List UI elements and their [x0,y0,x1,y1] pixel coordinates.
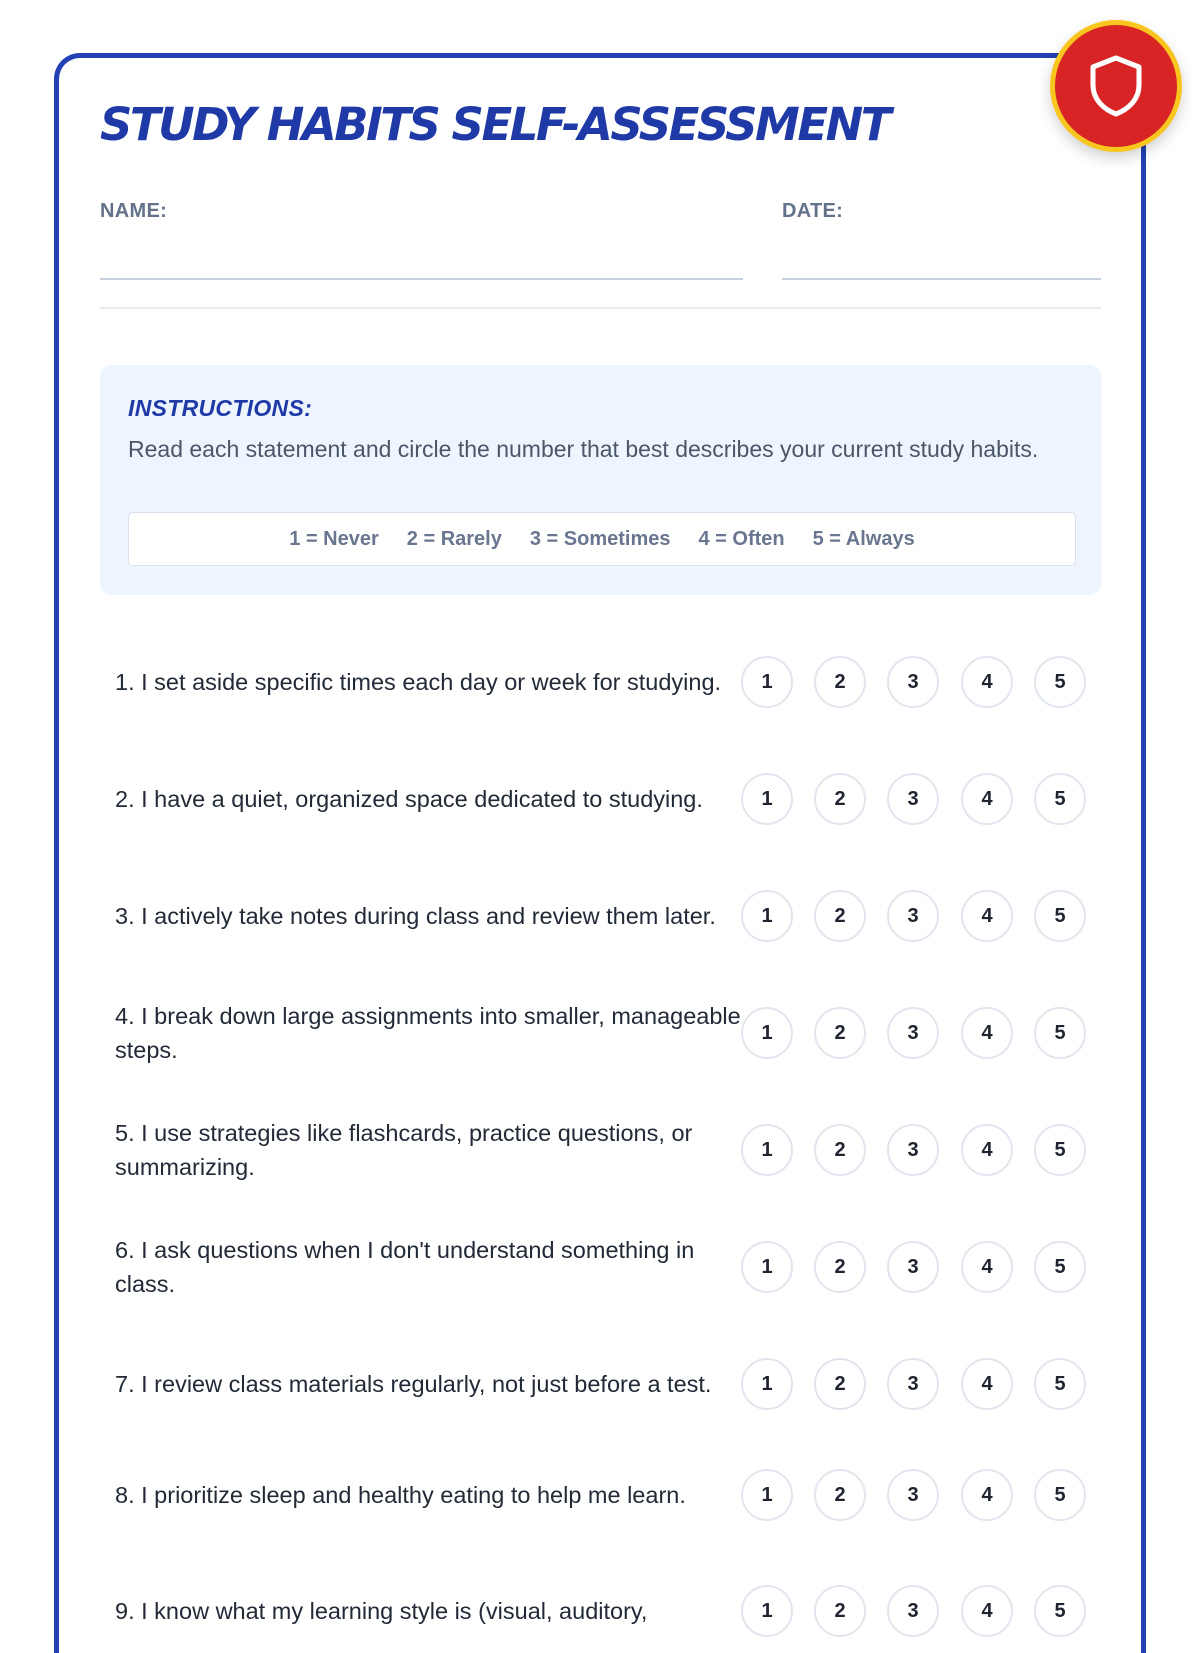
rating-option-5[interactable]: 5 [1034,1469,1086,1521]
question-text: 9. I know what my learning style is (visual, auditory, [115,1598,648,1624]
rating-option-5[interactable]: 5 [1034,773,1086,825]
rating-option-2[interactable]: 2 [814,1358,866,1410]
question-row [115,876,1095,956]
question-row [115,759,1095,839]
question-row [115,1455,1095,1535]
rating-option-2[interactable]: 2 [814,656,866,708]
rating-option-3[interactable]: 3 [887,773,939,825]
rating-option-4[interactable]: 4 [961,1241,1013,1293]
rating-option-3[interactable]: 3 [887,1124,939,1176]
rating-option-2[interactable]: 2 [814,1585,866,1637]
scale-sometimes: 3 = Sometimes [529,527,671,550]
rating-option-1[interactable]: 1 [741,656,793,708]
question-text: 2. I have a quiet, organized space dedicated to studying. [115,786,703,812]
question-row [115,1344,1095,1424]
shield-badge [1050,20,1182,152]
question-text: 8. I prioritize sleep and healthy eating to help me learn. [115,1482,686,1508]
date-field[interactable] [782,278,1101,280]
rating-option-5[interactable]: 5 [1034,1007,1086,1059]
question-row [115,1110,1095,1190]
question-row [115,1571,1095,1651]
question-text: 1. I set aside specific times each day or week for studying. [115,669,722,695]
rating-option-1[interactable]: 1 [741,773,793,825]
rating-option-4[interactable]: 4 [961,1124,1013,1176]
rating-option-4[interactable]: 4 [961,1469,1013,1521]
page-title: STUDY HABITS SELF-ASSESSMENT [100,98,889,151]
rating-option-3[interactable]: 3 [887,1585,939,1637]
name-field[interactable] [100,278,743,280]
rating-option-2[interactable]: 2 [814,1469,866,1521]
rating-option-2[interactable]: 2 [814,890,866,942]
rating-option-4[interactable]: 4 [961,656,1013,708]
rating-option-1[interactable]: 1 [741,1007,793,1059]
rating-scale-legend [128,512,1076,566]
rating-option-1[interactable]: 1 [741,1585,793,1637]
question-text: 3. I actively take notes during class and review them later. [115,903,716,929]
rating-option-3[interactable]: 3 [887,1358,939,1410]
rating-option-4[interactable]: 4 [961,1007,1013,1059]
question-row [115,1227,1095,1307]
instructions-title: INSTRUCTIONS: [128,395,313,421]
question-text: 6. I ask questions when I don't understand something in class. [115,1237,695,1297]
rating-option-1[interactable]: 1 [741,1469,793,1521]
question-row [115,993,1095,1073]
rating-option-3[interactable]: 3 [887,890,939,942]
rating-option-1[interactable]: 1 [741,1358,793,1410]
instructions-panel [100,365,1101,595]
instructions-text: Read each statement and circle the number that best describes your current study habits. [128,436,1039,462]
rating-option-5[interactable]: 5 [1034,890,1086,942]
shield-icon [1087,54,1145,118]
rating-option-4[interactable]: 4 [961,773,1013,825]
header-divider [100,307,1101,309]
rating-option-3[interactable]: 3 [887,1469,939,1521]
rating-option-2[interactable]: 2 [814,1241,866,1293]
rating-option-2[interactable]: 2 [814,1124,866,1176]
question-text: 4. I break down large assignments into smaller, manageable steps. [115,1003,741,1063]
rating-option-1[interactable]: 1 [741,890,793,942]
scale-rarely: 2 = Rarely [406,527,502,550]
scale-always: 5 = Always [812,527,915,550]
rating-option-5[interactable]: 5 [1034,1358,1086,1410]
rating-option-5[interactable]: 5 [1034,1124,1086,1176]
rating-option-2[interactable]: 2 [814,773,866,825]
question-text: 7. I review class materials regularly, not just before a test. [115,1371,712,1397]
rating-option-3[interactable]: 3 [887,1007,939,1059]
rating-option-4[interactable]: 4 [961,1585,1013,1637]
scale-often: 4 = Often [698,527,785,550]
question-row [115,642,1095,722]
date-label: DATE: [782,200,844,222]
rating-option-4[interactable]: 4 [961,890,1013,942]
scale-never: 1 = Never [289,527,379,550]
question-text: 5. I use strategies like flashcards, practice questions, or summarizing. [115,1120,693,1180]
rating-option-3[interactable]: 3 [887,1241,939,1293]
name-label: NAME: [100,200,168,222]
rating-option-3[interactable]: 3 [887,656,939,708]
rating-option-5[interactable]: 5 [1034,1585,1086,1637]
rating-option-1[interactable]: 1 [741,1124,793,1176]
rating-option-5[interactable]: 5 [1034,1241,1086,1293]
rating-option-5[interactable]: 5 [1034,656,1086,708]
rating-option-1[interactable]: 1 [741,1241,793,1293]
rating-option-4[interactable]: 4 [961,1358,1013,1410]
rating-option-2[interactable]: 2 [814,1007,866,1059]
